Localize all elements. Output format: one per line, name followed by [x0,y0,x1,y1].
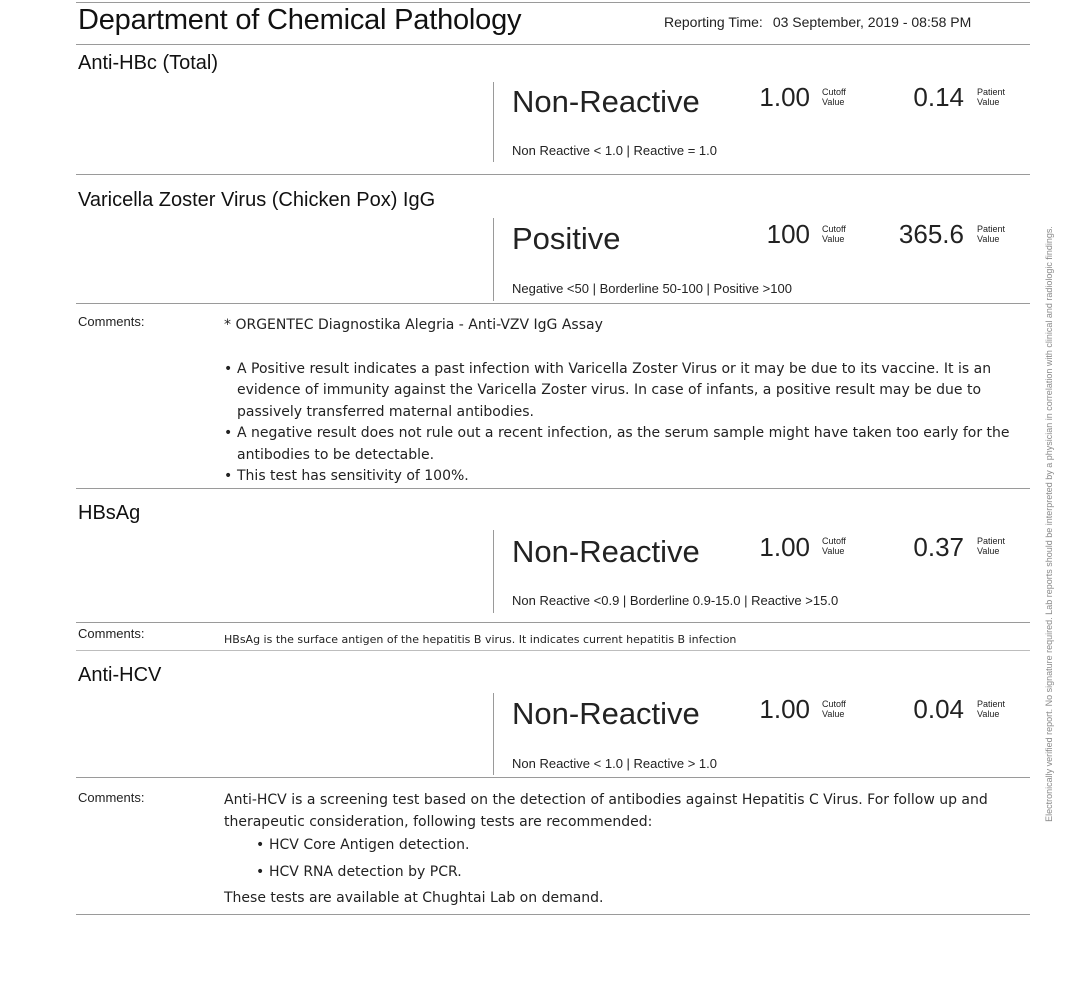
hcv-comments [224,790,1030,910]
result-divider [493,82,494,162]
comments-label: Comments: [78,626,145,641]
hbsag-comment: HBsAg is the surface antigen of the hepatitis B virus. It indicates current hepatitis B infection [224,633,737,646]
result-divider [493,693,494,775]
patient-value: 0.14 [913,82,964,112]
list-item: • HCV Core Antigen detection. [269,835,1030,857]
result-text: Non-Reactive [512,696,700,731]
section-rule [76,777,1030,778]
test-title: Anti-HBc (Total) [78,52,219,74]
verification-note: Electronically verified report. No signature required. Lab reports should be interpreted by a physician in correlation with clinical and radiologic findings. [1044,226,1054,822]
section-rule [76,650,1030,651]
result-divider [493,530,494,613]
vzv-comments [224,315,1030,488]
reference-range: Negative <50 | Borderline 50-100 | Positive >100 [512,281,792,296]
test-title: Anti-HCV [78,664,162,686]
reporting-time [664,14,971,30]
result-divider [493,218,494,301]
reporting-time-value: 03 September, 2019 - 08:58 PM [772,14,972,30]
list-item: • This test has sensitivity of 100%. [237,466,1030,488]
reference-range: Non Reactive <0.9 | Borderline 0.9-15.0 | Reactive >15.0 [512,593,839,608]
patient-label: Patient Value [977,224,1006,244]
cutoff-label: Cutoff Value [822,699,846,719]
test-title: HBsAg [78,502,141,524]
reference-range: Non Reactive < 1.0 | Reactive = 1.0 [512,143,717,158]
patient-value: 0.37 [913,532,964,562]
section-rule [76,622,1030,623]
patient-value: 365.6 [898,219,964,249]
reporting-time-label: Reporting Time: [664,14,763,30]
cutoff-value: 1.00 [759,82,810,112]
cutoff-value: 1.00 [759,532,810,562]
vzv-bullets [224,359,1030,488]
cutoff-value: 100 [766,219,810,249]
comments-label: Comments: [78,314,145,329]
hcv-footer: These tests are available at Chughtai Lab on demand. [224,890,604,906]
hcv-intro: Anti-HCV is a screening test based on the detection of antibodies against Hepatitis C Virus. For follow up and therapeutic consideration, following tests are recommended: [224,792,988,830]
test-title: Varicella Zoster Virus (Chicken Pox) IgG [78,189,436,211]
cutoff-label: Cutoff Value [822,536,846,556]
patient-label: Patient Value [977,536,1006,556]
department-title: Department of Chemical Pathology [78,4,522,36]
assay-name: * ORGENTEC Diagnostika Alegria - Anti-VZV IgG Assay [224,317,603,333]
result-text: Positive [512,221,621,256]
header-rule [76,44,1030,45]
list-item: • A Positive result indicates a past infection with Varicella Zoster Virus or it may be due to its vaccine. It is an evidence of immunity against the Varicella Zoster virus. In case of infants, a positive result may be due to passively transferred maternal antibodies. [237,359,1030,424]
patient-value: 0.04 [913,694,964,724]
bottom-rule [76,914,1030,915]
comments-label: Comments: [78,790,145,805]
section-rule [76,174,1030,175]
list-item: • HCV RNA detection by PCR. [269,862,1030,884]
hcv-bullets [224,835,1030,883]
patient-label: Patient Value [977,87,1006,107]
result-text: Non-Reactive [512,84,700,119]
result-text: Non-Reactive [512,534,700,569]
reference-range: Non Reactive < 1.0 | Reactive > 1.0 [512,756,717,771]
list-item: • A negative result does not rule out a recent infection, as the serum sample might have taken too early for the antibodies to be detectable. [237,423,1030,466]
patient-label: Patient Value [977,699,1006,719]
cutoff-value: 1.00 [759,694,810,724]
section-rule [76,303,1030,304]
top-rule [76,2,1030,3]
section-rule [76,488,1030,489]
cutoff-label: Cutoff Value [822,87,846,107]
cutoff-label: Cutoff Value [822,224,846,244]
